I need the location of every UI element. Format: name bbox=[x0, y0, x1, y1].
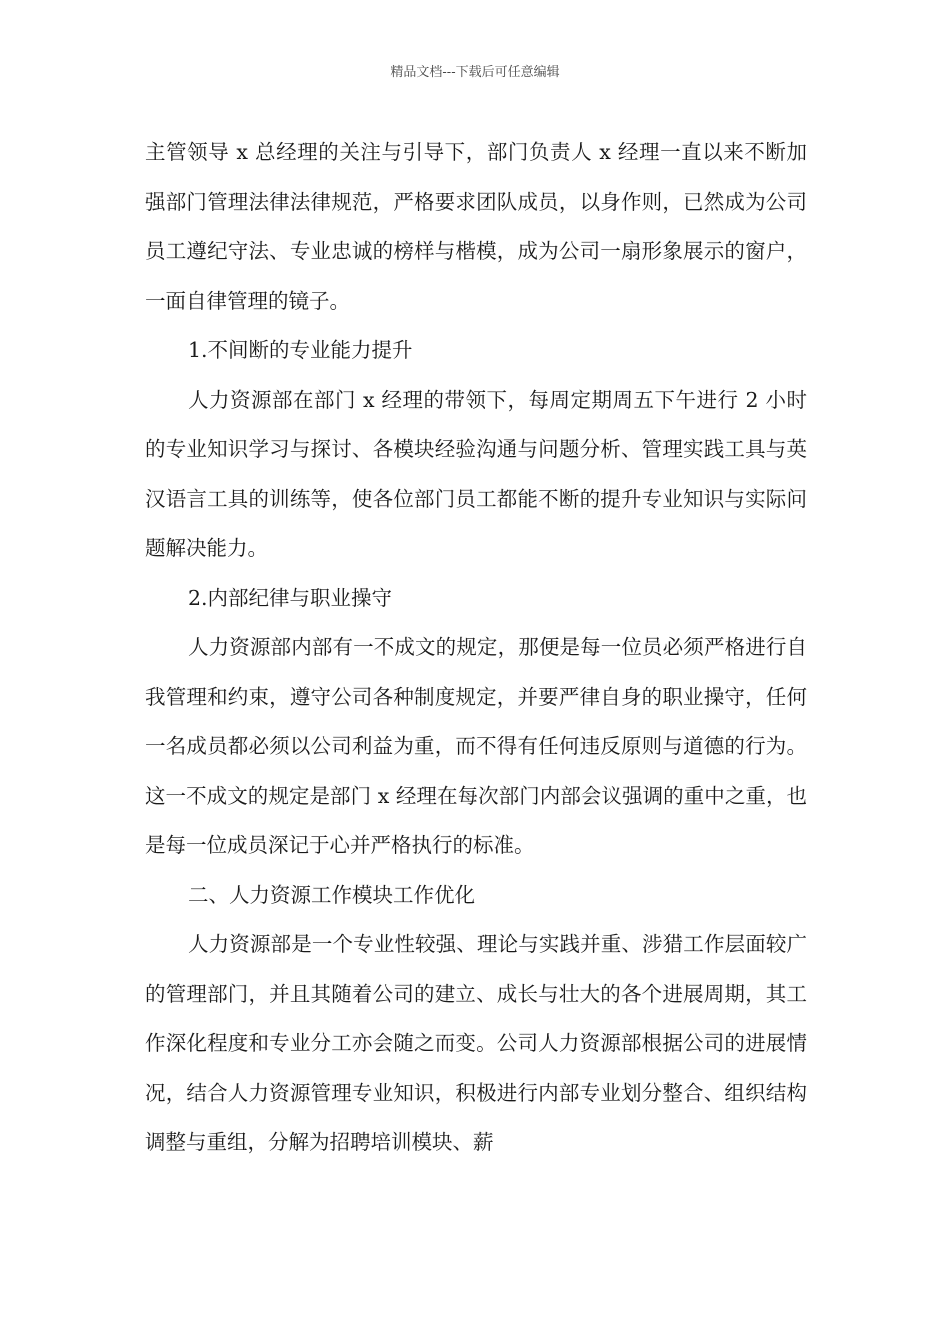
section-heading-discipline: 2.内部纪律与职业操守 bbox=[188, 585, 393, 610]
page-header: 精品文档---下载后可任意编辑 bbox=[390, 65, 560, 80]
section-heading-hr-optimization: 二、人力资源工作模块工作优化 bbox=[188, 882, 475, 907]
paragraph-hr-optimization: 人力资源部是一个专业性较强、理论与实践并重、涉猎工作层面较广的管理部门，并且其随着公司的建立、成长与壮大的各个进展周期，其工作深化程度和专业分工亦会随之而变。公司人力资源部根据公司的进展情况，结合人力资源管理专业知识，积极进行内部专业划分整合、组织结构调整与重组，分解为招聘培训模块、薪 bbox=[145, 932, 807, 1154]
paragraph-discipline: 人力资源部内部有一不成文的规定，那便是每一位员必须严格进行自我管理和约束，遵守公司各种制度规定，并要严律自身的职业操守，任何一名成员都必须以公司利益为重，而不得有任何违反原则与道德的行为。这一不成文的规定是部门 x 经理在每次部门内部会议强调的重中之重，也是每一位成员深记于心并严格执行的标准。 bbox=[145, 635, 807, 857]
paragraph-intro: 主管领导 x 总经理的关注与引导下，部门负责人 x 经理一直以来不断加强部门管理法律法律规范，严格要求团队成员，以身作则，已然成为公司员工遵纪守法、专业忠诚的榜样与楷模，成为公司一扇形象展示的窗户，一面自律管理的镜子。 bbox=[145, 140, 807, 313]
paragraph-professional-ability: 人力资源部在部门 x 经理的带领下，每周定期周五下午进行 2 小时的专业知识学习与探讨、各模块经验沟通与问题分析、管理实践工具与英汉语言工具的训练等，使各位部门员工都能不断的提升专业知识与实际问题解决能力。 bbox=[145, 387, 807, 560]
section-heading-professional-ability: 1.不间断的专业能力提升 bbox=[188, 338, 413, 362]
document-body bbox=[145, 128, 807, 1168]
